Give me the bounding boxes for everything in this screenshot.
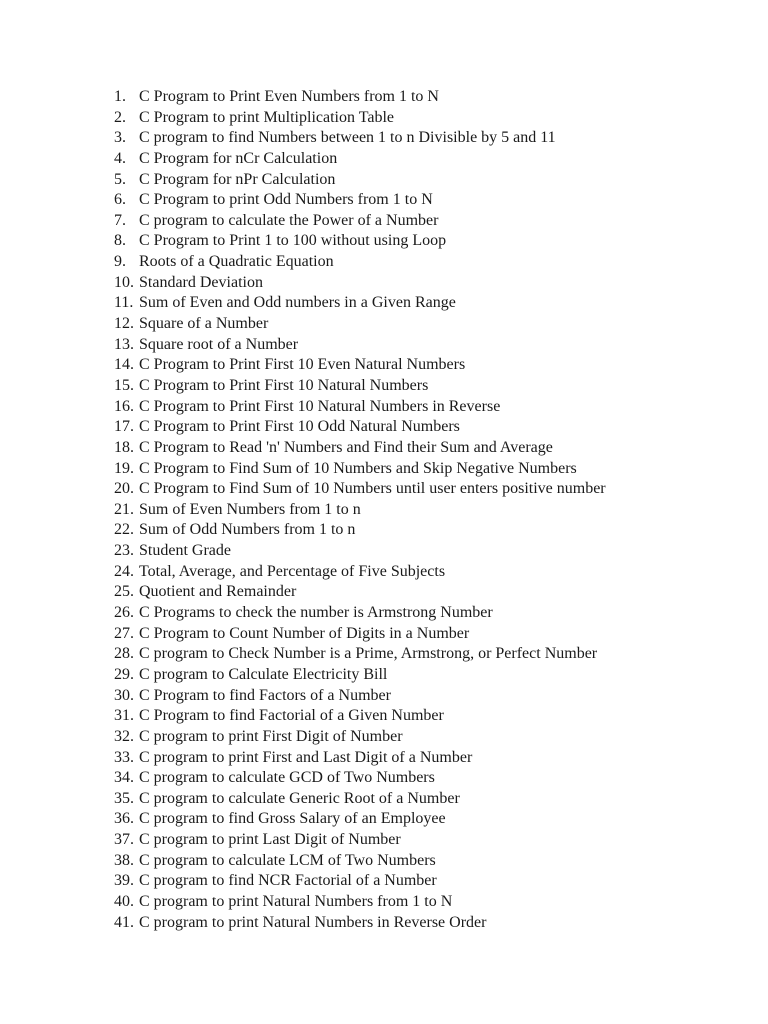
list-item xyxy=(114,479,606,500)
list-item xyxy=(114,252,606,273)
list-item-number: 19. xyxy=(114,459,134,477)
list-item-text: C Program to find Factors of a Number xyxy=(139,686,391,704)
list-item-number: 32. xyxy=(114,727,134,745)
list-item xyxy=(114,851,606,872)
list-item xyxy=(114,892,606,913)
list-item-text: C program to print First Digit of Number xyxy=(139,727,403,745)
list-item-number: 29. xyxy=(114,665,134,683)
list-item xyxy=(114,624,606,645)
list-item-number: 12. xyxy=(114,315,134,333)
list-item-text: C Program to Find Sum of 10 Numbers and Skip Negative Numbers xyxy=(139,459,577,477)
list-item-text: C program to find Gross Salary of an Employee xyxy=(139,810,446,828)
list-item-number: 1. xyxy=(114,88,126,105)
list-item-text: C Program to Print 1 to 100 without using Loop xyxy=(139,232,447,250)
list-item-number: 41. xyxy=(114,913,134,931)
list-item-text: C Program to Print First 10 Even Natural Numbers xyxy=(139,356,466,374)
list-item-number: 17. xyxy=(114,418,134,436)
list-item xyxy=(114,108,606,129)
list-item-number: 3. xyxy=(114,129,126,147)
list-item xyxy=(114,397,606,418)
list-item xyxy=(114,809,606,830)
list-item-text: Quotient and Remainder xyxy=(139,583,297,601)
list-item-text: Sum of Even and Odd numbers in a Given Range xyxy=(139,294,456,312)
list-item-text: C Program to Print First 10 Odd Natural Numbers xyxy=(139,418,460,436)
list-item xyxy=(114,314,606,335)
list-item-number: 26. xyxy=(114,604,134,622)
list-item-text: C program to Calculate Electricity Bill xyxy=(139,665,388,683)
list-item-text: Sum of Even Numbers from 1 to n xyxy=(139,500,361,518)
list-item-number: 33. xyxy=(114,748,134,766)
list-item xyxy=(114,211,606,232)
list-item-text: Standard Deviation xyxy=(139,273,263,291)
list-item-text: C program to find NCR Factorial of a Number xyxy=(139,872,437,890)
list-item-text: Sum of Odd Numbers from 1 to n xyxy=(139,521,356,539)
list-item-text: C Program to Print Even Numbers from 1 to N xyxy=(139,88,439,105)
list-item-number: 9. xyxy=(114,253,126,271)
list-item-number: 24. xyxy=(114,562,134,580)
list-item xyxy=(114,190,606,211)
list-item-text: C program to print Last Digit of Number xyxy=(139,831,401,849)
list-item xyxy=(114,500,606,521)
program-list xyxy=(114,87,606,933)
list-item-number: 4. xyxy=(114,149,126,167)
list-item-text: Square root of a Number xyxy=(139,335,299,353)
list-item xyxy=(114,582,606,603)
list-item-text: C Programs to check the number is Armstrong Number xyxy=(139,604,493,622)
list-item-number: 10. xyxy=(114,273,134,291)
list-item-text: C program to print Natural Numbers in Reverse Order xyxy=(139,913,487,931)
list-item-text: C Program to Read 'n' Numbers and Find their Sum and Average xyxy=(139,438,553,456)
list-item-text: C program to find Numbers between 1 to n Divisible by 5 and 11 xyxy=(139,129,556,147)
list-item xyxy=(114,231,606,252)
list-item xyxy=(114,355,606,376)
list-item xyxy=(114,830,606,851)
list-item xyxy=(114,706,606,727)
list-item xyxy=(114,562,606,583)
list-item-number: 11. xyxy=(114,294,134,312)
list-item xyxy=(114,541,606,562)
list-item-number: 18. xyxy=(114,438,134,456)
list-item-text: Student Grade xyxy=(139,542,231,560)
list-item-number: 15. xyxy=(114,376,134,394)
list-item-number: 22. xyxy=(114,521,134,539)
list-item-text: C Program to Find Sum of 10 Numbers until user enters positive number xyxy=(139,480,606,498)
list-item-text: Total, Average, and Percentage of Five Subjects xyxy=(139,562,446,580)
list-item xyxy=(114,87,606,108)
list-item xyxy=(114,665,606,686)
list-item-text: C program to calculate the Power of a Number xyxy=(139,211,439,229)
list-item-number: 5. xyxy=(114,170,126,188)
list-item-number: 23. xyxy=(114,542,134,560)
list-item-number: 30. xyxy=(114,686,134,704)
list-item-number: 35. xyxy=(114,789,134,807)
list-item-number: 31. xyxy=(114,707,134,725)
list-item xyxy=(114,644,606,665)
list-item xyxy=(114,417,606,438)
list-item-number: 36. xyxy=(114,810,134,828)
list-item xyxy=(114,520,606,541)
list-item-text: C Program to print Multiplication Table xyxy=(139,108,394,126)
list-item xyxy=(114,748,606,769)
list-item-text: C program to print Natural Numbers from 1 to N xyxy=(139,892,453,910)
list-item-number: 21. xyxy=(114,500,134,518)
list-item-number: 25. xyxy=(114,583,134,601)
list-item-number: 7. xyxy=(114,211,126,229)
list-item-text: C Program to Print First 10 Natural Numbers xyxy=(139,376,429,394)
list-item-number: 40. xyxy=(114,892,134,910)
list-item-text: C Program for nPr Calculation xyxy=(139,170,336,188)
list-item-number: 27. xyxy=(114,624,134,642)
list-item-number: 39. xyxy=(114,872,134,890)
list-item-number: 6. xyxy=(114,191,126,209)
list-item-text: Square of a Number xyxy=(139,315,269,333)
list-item-text: C Program for nCr Calculation xyxy=(139,149,338,167)
list-item xyxy=(114,170,606,191)
list-item-text: Roots of a Quadratic Equation xyxy=(139,253,334,271)
list-item xyxy=(114,438,606,459)
list-item xyxy=(114,789,606,810)
list-item-number: 37. xyxy=(114,831,134,849)
list-item xyxy=(114,871,606,892)
list-item-number: 38. xyxy=(114,851,134,869)
list-item xyxy=(114,128,606,149)
list-item-number: 8. xyxy=(114,232,126,250)
list-item-text: C program to calculate GCD of Two Numbers xyxy=(139,769,435,787)
list-item-text: C Program to find Factorial of a Given Number xyxy=(139,707,444,725)
list-item xyxy=(114,459,606,480)
list-item-text: C program to Check Number is a Prime, Armstrong, or Perfect Number xyxy=(139,645,598,663)
list-item xyxy=(114,293,606,314)
list-item-number: 16. xyxy=(114,397,134,415)
list-item xyxy=(114,768,606,789)
list-item-number: 34. xyxy=(114,769,134,787)
list-item-number: 14. xyxy=(114,356,134,374)
list-item-text: C program to print First and Last Digit of a Number xyxy=(139,748,473,766)
list-item-text: C Program to print Odd Numbers from 1 to N xyxy=(139,191,433,209)
list-item-number: 13. xyxy=(114,335,134,353)
list-item xyxy=(114,913,606,934)
list-item xyxy=(114,273,606,294)
list-item xyxy=(114,335,606,356)
list-item-text: C program to calculate Generic Root of a Number xyxy=(139,789,460,807)
list-item-number: 28. xyxy=(114,645,134,663)
list-item-text: C Program to Count Number of Digits in a Number xyxy=(139,624,470,642)
list-item xyxy=(114,149,606,170)
list-item-text: C program to calculate LCM of Two Numbers xyxy=(139,851,436,869)
list-item xyxy=(114,603,606,624)
list-item xyxy=(114,376,606,397)
list-item-number: 2. xyxy=(114,108,126,126)
list-item-number: 20. xyxy=(114,480,134,498)
list-item xyxy=(114,686,606,707)
list-item xyxy=(114,727,606,748)
list-item-text: C Program to Print First 10 Natural Numbers in Reverse xyxy=(139,397,501,415)
